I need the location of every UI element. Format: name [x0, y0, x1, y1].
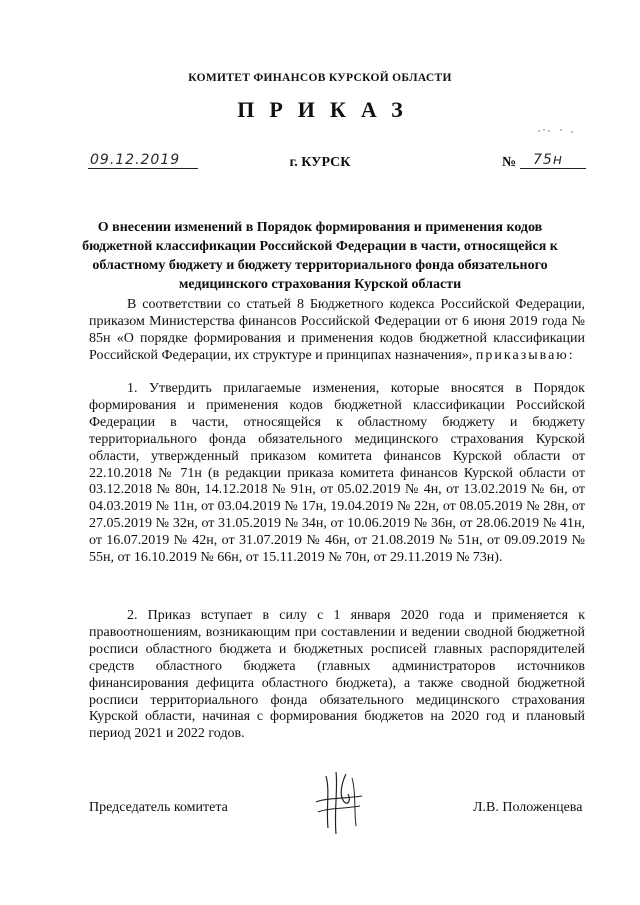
document-subject: О внесении изменений в Порядок формирования и применения кодов бюджетной классификации Российской Федерации в части, относящейся к областному бюджету и бюджету территориального фонда обязательного медицинского страхования Курской области	[82, 220, 558, 292]
document-type-title: ПРИКАЗ	[237, 97, 418, 122]
signatory-title: Председатель комитета	[89, 800, 228, 815]
preamble-paragraph	[89, 297, 585, 365]
handwritten-signature	[312, 768, 368, 838]
number-label: №	[502, 155, 517, 170]
paragraph-item-1: 1. Утвердить прилагаемые изменения, которые вносятся в Порядок формирования и применения кодов бюджетной классификации Российской Федерации в части, относящейся к областному бюджету и бюджету территориального фонда обязательного медицинского страхования Курской области, утвержденный приказом комитета финансов Курской области от 22.10.2018 № 71н (в редакции приказа комитета финансов Курской области от 03.12.2018 № 80н, 14.12.2018 № 91н, от 05.02.2019 № 4н, от 13.02.2019 № 6н, от 04.03.2019 № 11н, от 03.04.2019 № 17н, 19.04.2019 № 22н, от 08.05.2019 № 28н, от 27.05.2019 № 32н, от 31.05.2019 № 34н, от 10.06.2019 № 36н, от 28.06.2019 № 41н, от 16.07.2019 № 42н, от 31.07.2019 № 46н, от 21.08.2019 № 51н, от 09.09.2019 № 55н, от 16.10.2019 № 66н, от 15.11.2019 № 70н, от 29.11.2019 № 73н).	[89, 381, 585, 566]
signatory-name: Л.В. Положенцева	[473, 800, 583, 815]
paragraph-item-2: 2. Приказ вступает в силу с 1 января 2020 года и применяется к правоотношениям, возникающим при составлении и ведении сводной бюджетной росписи областного бюджета и бюджетных росписей главных распорядителей средств областного бюджета (главных администраторов источников финансирования дефицита областного бюджета), а также сводной бюджетной росписи территориального фонда обязательного медицинского страхования Курской области, начиная с формирования бюджетов на 2020 год и плановый период 2021 и 2022 годов.	[89, 608, 585, 742]
scan-specks	[537, 126, 577, 136]
document-city: г. КУРСК	[289, 155, 351, 170]
number-underline	[520, 168, 586, 169]
order-word: приказываю:	[475, 347, 575, 363]
organization-name: КОМИТЕТ ФИНАНСОВ КУРСКОЙ ОБЛАСТИ	[188, 72, 452, 84]
document-number: 75н	[533, 152, 563, 168]
preamble-text: В соответствии со статьей 8 Бюджетного кодекса Российской Федерации, приказом Министерства финансов Российской Федерации от 6 июня 2019 года № 85н «О порядке формирования и применения кодов бюджетной классификации Российской Федерации, их структуре и принципах назначения»,	[89, 297, 585, 363]
document-date: 09.12.2019	[90, 152, 181, 168]
